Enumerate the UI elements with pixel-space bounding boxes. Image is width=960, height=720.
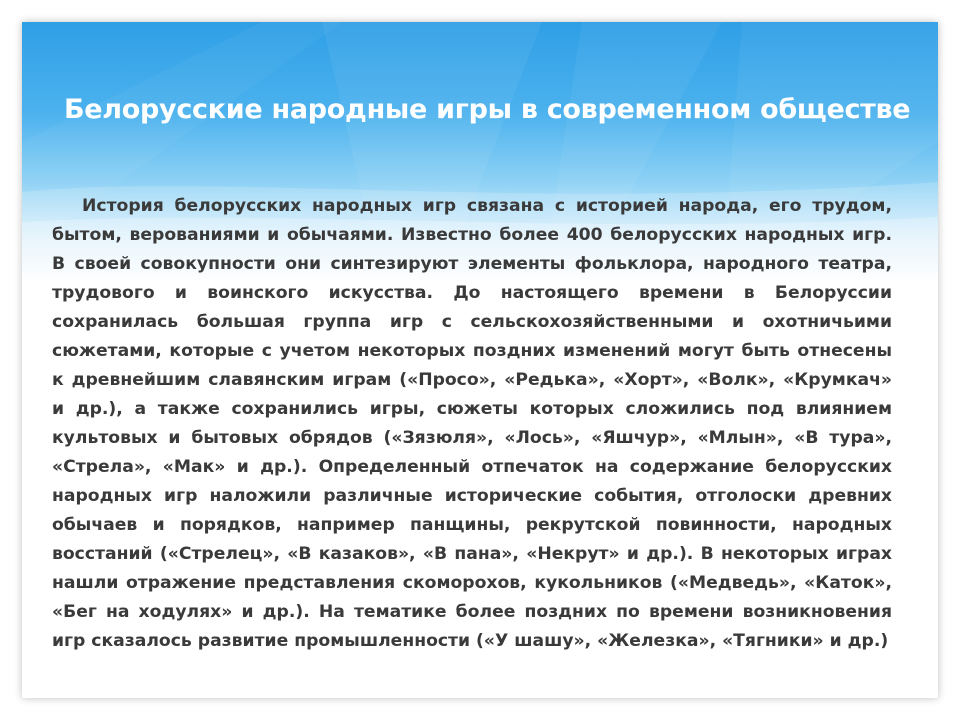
slide-title: Белорусские народные игры в современном обществе: [64, 94, 911, 125]
slide-frame: [22, 22, 938, 698]
body-paragraph: История белорусских народных игр связана с историей народа, его трудом, бытом, верованиями и обычаями. Известно более 400 белорусских народных игр. В своей совокупности они синтезируют элементы фольклора, народного театра, трудового и воинского искусства. До настоящего времени в Белоруссии сохранилась большая группа игр с сельскохозяйственными и охотничьими сюжетами, которые с учетом некоторых поздних изменений могут быть отнесены к древнейшим славянским играм («Просо», «Редька», «Хорт», «Волк», «Крумкач» и др.), а также сохранились игры, сюжеты которых сложились под влиянием культовых и бытовых обрядов («Зязюля», «Лось», «Яшчур», «Млын», «В тура», «Стрела», «Мак» и др.). Определенный отпечаток на содержание белорусских народных игр наложили различные исторические события, отголоски древних обычаев и порядков, например панщины, рекрутской повинности, народных восстаний («Стрелец», «В казаков», «В пана», «Некрут» и др.). В некоторых играх нашли отражение представления скоморохов, кукольников («Медведь», «Каток», «Бег на ходулях» и др.). На тематике более поздних по времени возникновения игр сказалось развитие промышленности («У шашу», «Железка», «Тягники» и др.): [52, 196, 892, 651]
